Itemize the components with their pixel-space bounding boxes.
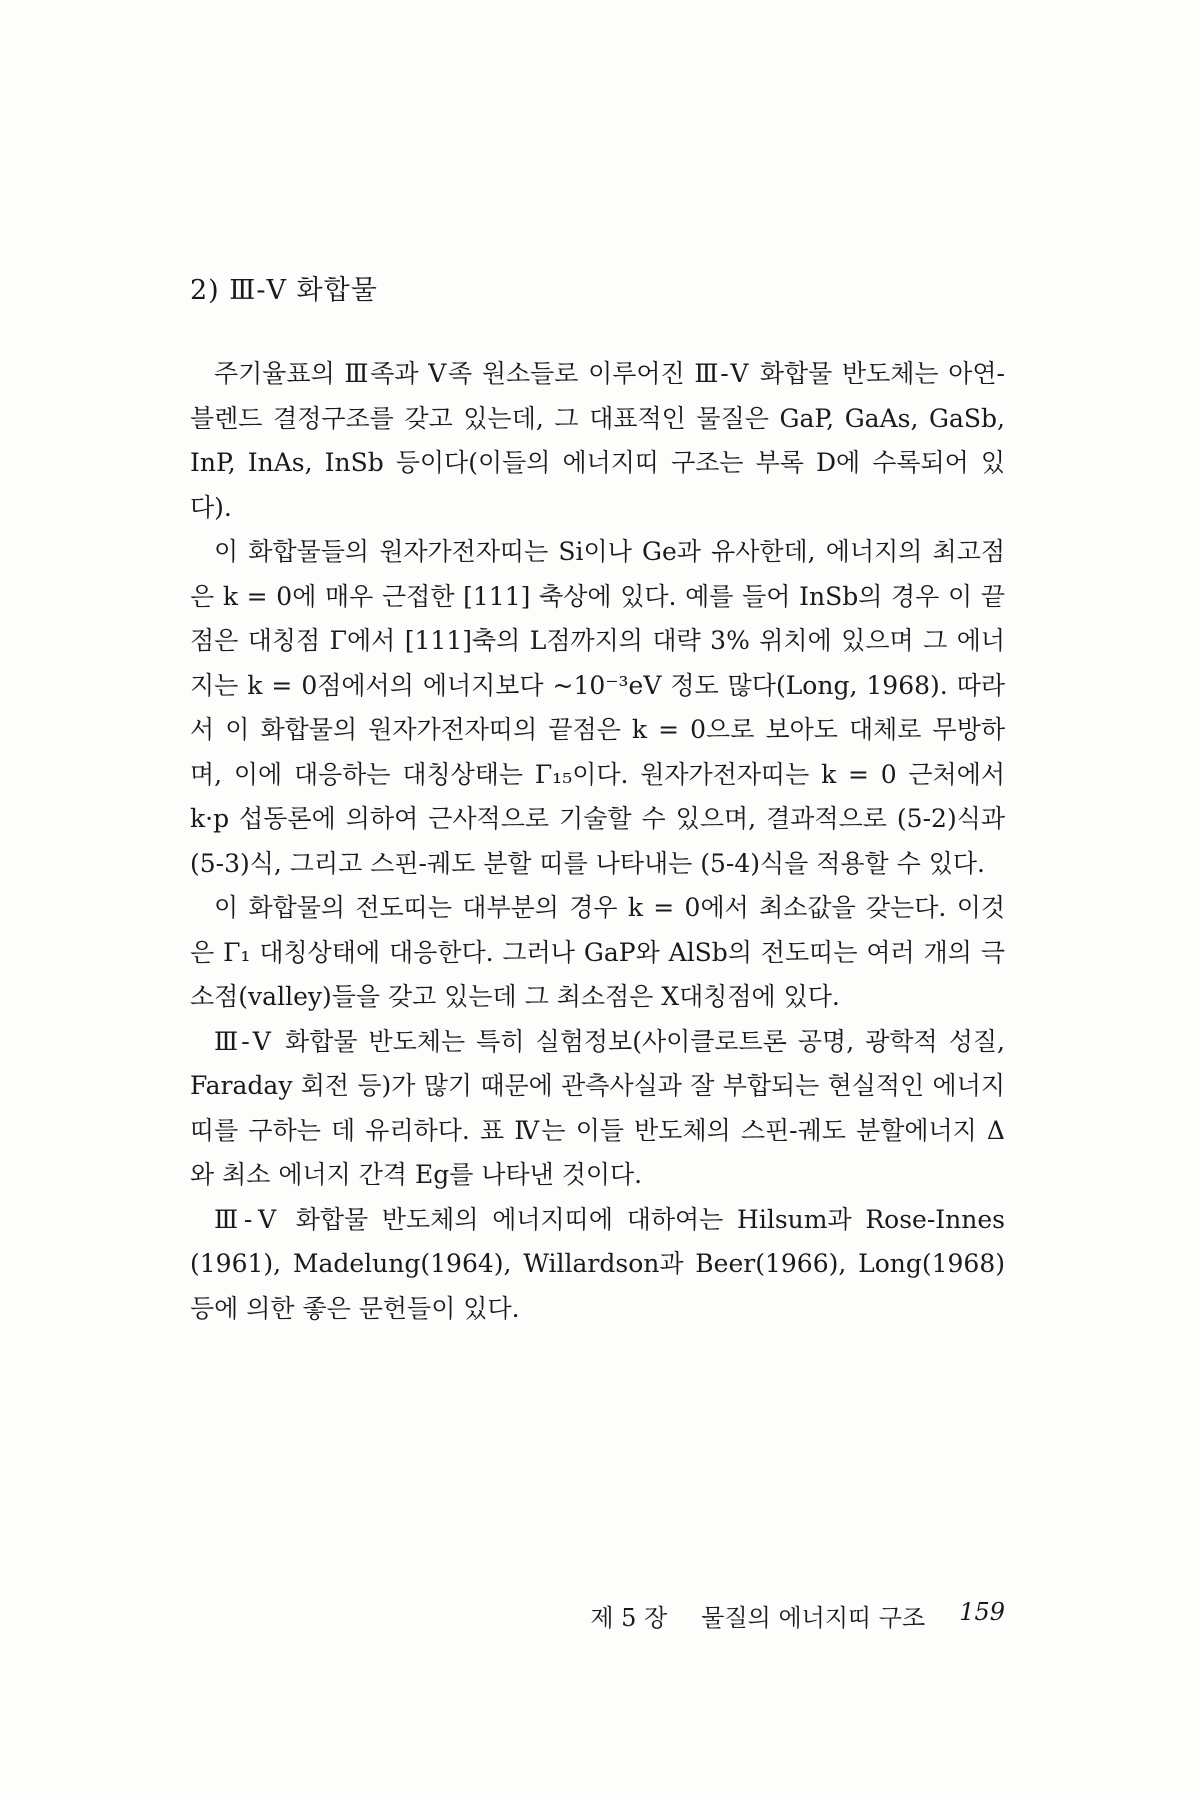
paragraph-experimental-info: Ⅲ-Ⅴ 화합물 반도체는 특히 실험정보(사이클로트론 공명, 광학적 성질, Faraday 회전 등)가 많기 때문에 관측사실과 잘 부합되는 현실적인 에너지띠를 구하는 데 유리하다. 표 Ⅳ는 이들 반도체의 스핀-궤도 분할에너지 Δ와 최소 에너지 간격 Eg를 나타낸 것이다. xyxy=(190,1026,1005,1189)
page-number: 159 xyxy=(959,1598,1005,1626)
paragraph-valence-band: 이 화합물들의 원자가전자띠는 Si이나 Ge과 유사한데, 에너지의 최고점은 k = 0에 매우 근접한 [111] 축상에 있다. 예를 들어 InSb의 경우 이 끝점은 대칭점 Γ에서 [111]축의 L점까지의 대략 3% 위치에 있으며 그 에너지는 k = 0점에서의 에너지보다 ~10⁻³eV 정도 많다(Long, 1968). 따라서 이 화합물의 원자가전자띠의 끝점은 k = 0으로 보아도 대체로 무방하며, 이에 대응하는 대칭상태는 Γ₁₅이다. 원자가전자띠는 k = 0 근처에서 k·p 섭동론에 의하여 근사적으로 기술할 수 있으며, 결과적으로 (5-2)식과 (5-3)식, 그리고 스핀-궤도 분할 띠를 나타내는 (5-4)식을 적용할 수 있다. xyxy=(190,537,1005,878)
footer-chapter-title: 물질의 에너지띠 구조 xyxy=(701,1604,926,1632)
page-footer xyxy=(590,1598,1005,1633)
section-heading: 2) Ⅲ-Ⅴ 화합물 xyxy=(190,275,378,306)
footer-chapter: 제 5 장 xyxy=(590,1604,668,1632)
paragraph-intro: 주기율표의 Ⅲ족과 Ⅴ족 원소들로 이루어진 Ⅲ-Ⅴ 화합물 반도체는 아연-블렌드 결정구조를 갖고 있는데, 그 대표적인 물질은 GaP, GaAs, GaSb, InP, InAs, InSb 등이다(이들의 에너지띠 구조는 부록 D에 수록되어 있다). xyxy=(190,359,1005,522)
paragraph-conduction-band: 이 화합물의 전도띠는 대부분의 경우 k = 0에서 최소값을 갖는다. 이것은 Γ₁ 대칭상태에 대응한다. 그러나 GaP와 AlSb의 전도띠는 여러 개의 극소점(valley)들을 갖고 있는데 그 최소점은 X대칭점에 있다. xyxy=(190,893,1005,1011)
body-text xyxy=(190,352,1005,1331)
paragraph-references: Ⅲ-Ⅴ 화합물 반도체의 에너지띠에 대하여는 Hilsum과 Rose-Innes (1961), Madelung(1964), Willardson과 Beer(1966), Long(1968)등에 의한 좋은 문헌들이 있다. xyxy=(190,1204,1005,1323)
